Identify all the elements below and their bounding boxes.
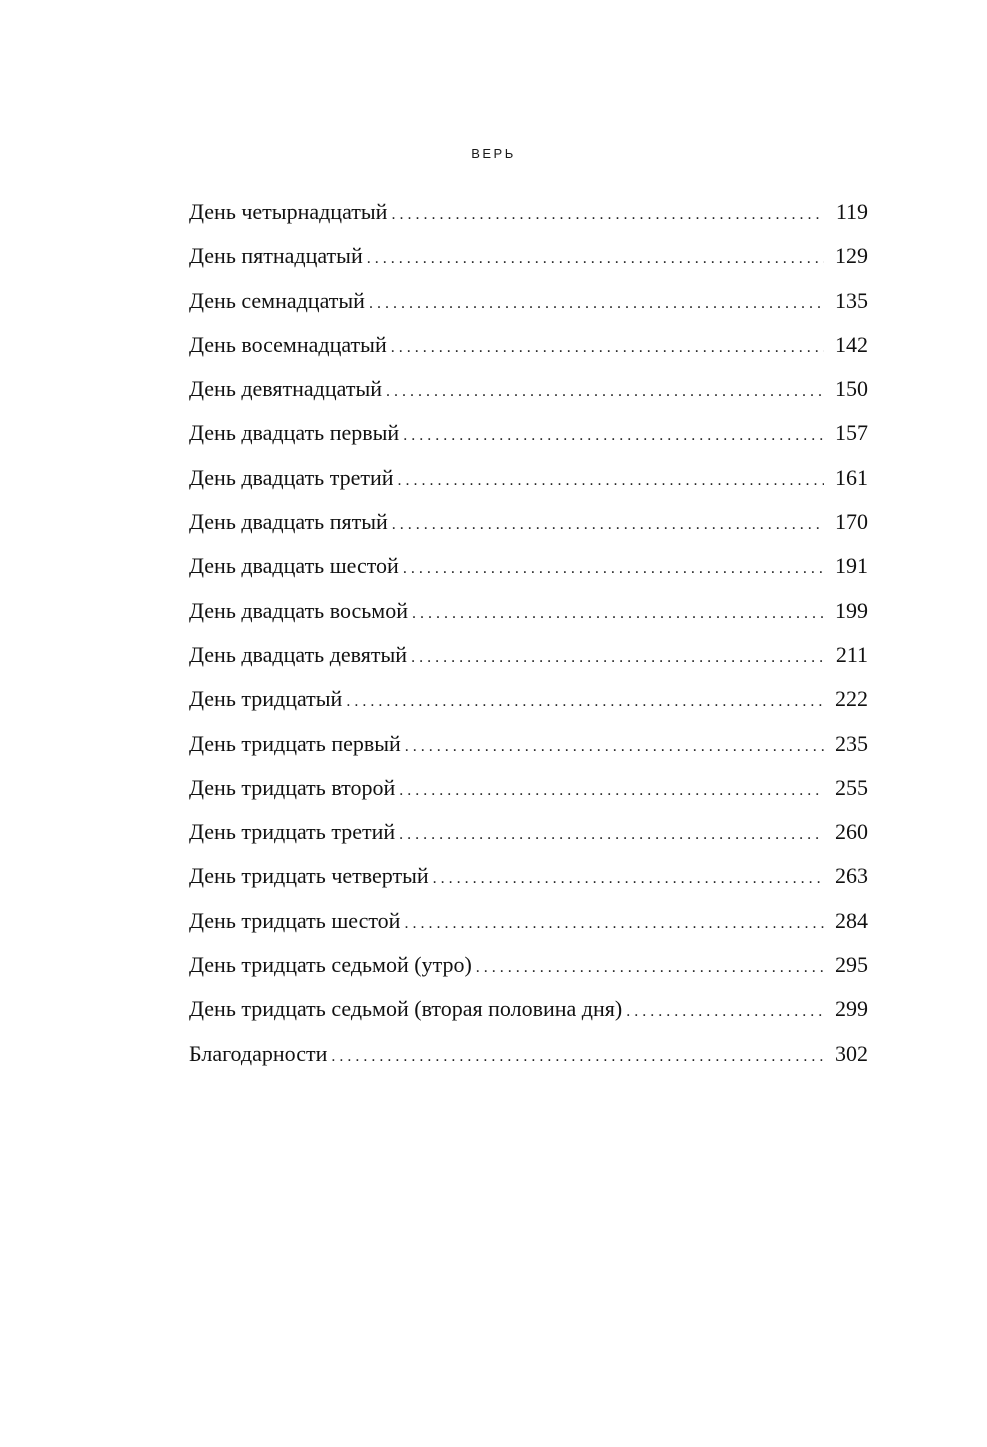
toc-entry-title: День двадцать третий [189,464,394,490]
toc-entry [189,863,868,907]
dot-leader [403,560,824,578]
toc-entry [189,952,868,996]
dot-leader [626,1003,824,1021]
toc-entry-page: 255 [835,774,868,800]
toc-entry-page: 191 [835,553,868,579]
toc-entry-title: День тридцать второй [189,774,396,800]
toc-entry-page: 129 [835,243,868,269]
dot-leader [392,516,824,534]
dot-leader [403,427,824,445]
toc-entry [189,509,868,553]
toc-entry-page: 161 [835,464,868,490]
table-of-contents [189,199,868,1085]
dot-leader [367,250,824,268]
toc-entry-title: День тридцать шестой [189,907,401,933]
dot-leader [369,295,824,313]
dot-leader [346,693,824,711]
toc-entry [189,686,868,730]
dot-leader [405,738,824,756]
toc-entry [189,996,868,1040]
toc-entry-title: День двадцать девятый [189,641,408,667]
toc-entry-page: 170 [835,509,868,535]
dot-leader [433,870,824,888]
toc-entry-title: Благодарности [189,1040,328,1066]
toc-entry [189,243,868,287]
toc-entry-page: 295 [835,952,868,978]
toc-entry-title: День двадцать пятый [189,509,388,535]
dot-leader [412,605,824,623]
toc-entry-page: 119 [835,199,868,224]
toc-entry-title: День четырнадцатый [189,199,388,224]
toc-entry-title: День тридцатый [189,686,343,712]
running-header: ВЕРЬ [471,146,516,161]
dot-leader [399,826,824,844]
toc-entry-title: День двадцать первый [189,420,400,446]
dot-leader [331,1048,824,1066]
toc-entry-page: 260 [835,819,868,845]
toc-entry [189,819,868,863]
toc-entry-page: 284 [835,907,868,933]
toc-entry-page: 135 [835,287,868,313]
dot-leader [399,782,824,800]
toc-entry-page: 142 [835,331,868,357]
toc-entry [189,1041,868,1085]
toc-entry-page: 199 [835,597,868,623]
dot-leader [391,339,824,357]
dot-leader [411,649,824,667]
toc-entry [189,332,868,376]
toc-entry-title: День семнадцатый [189,287,365,313]
dot-leader [391,206,824,224]
toc-entry [189,731,868,775]
toc-entry-title: День восемнадцатый [189,331,387,357]
toc-entry [189,376,868,420]
toc-entry-page: 150 [835,376,868,402]
toc-entry [189,598,868,642]
toc-entry [189,199,868,243]
toc-entry-title: День двадцать шестой [189,553,399,579]
toc-entry [189,775,868,819]
toc-entry-page: 222 [835,686,868,712]
toc-entry-title: День тридцать четвертый [189,863,429,889]
toc-entry [189,642,868,686]
toc-entry-page: 157 [835,420,868,446]
dot-leader [386,383,824,401]
toc-entry-title: День пятнадцатый [189,243,363,269]
toc-entry-title: День тридцать седьмой (вторая половина дня) [189,996,623,1022]
toc-entry-page: 235 [835,730,868,756]
toc-entry-page: 299 [835,996,868,1022]
toc-entry-page: 263 [835,863,868,889]
toc-entry-title: День тридцать первый [189,730,401,756]
dot-leader [398,472,824,490]
dot-leader [476,959,824,977]
toc-entry [189,908,868,952]
toc-entry [189,288,868,332]
toc-entry [189,465,868,509]
dot-leader [404,915,824,933]
toc-entry-title: День девятнадцатый [189,376,383,402]
toc-entry [189,553,868,597]
toc-entry [189,420,868,464]
toc-entry-title: День тридцать третий [189,819,396,845]
toc-entry-title: День тридцать седьмой (утро) [189,952,472,978]
toc-entry-page: 211 [835,641,868,667]
toc-entry-page: 302 [835,1040,868,1066]
toc-entry-title: День двадцать восьмой [189,597,408,623]
